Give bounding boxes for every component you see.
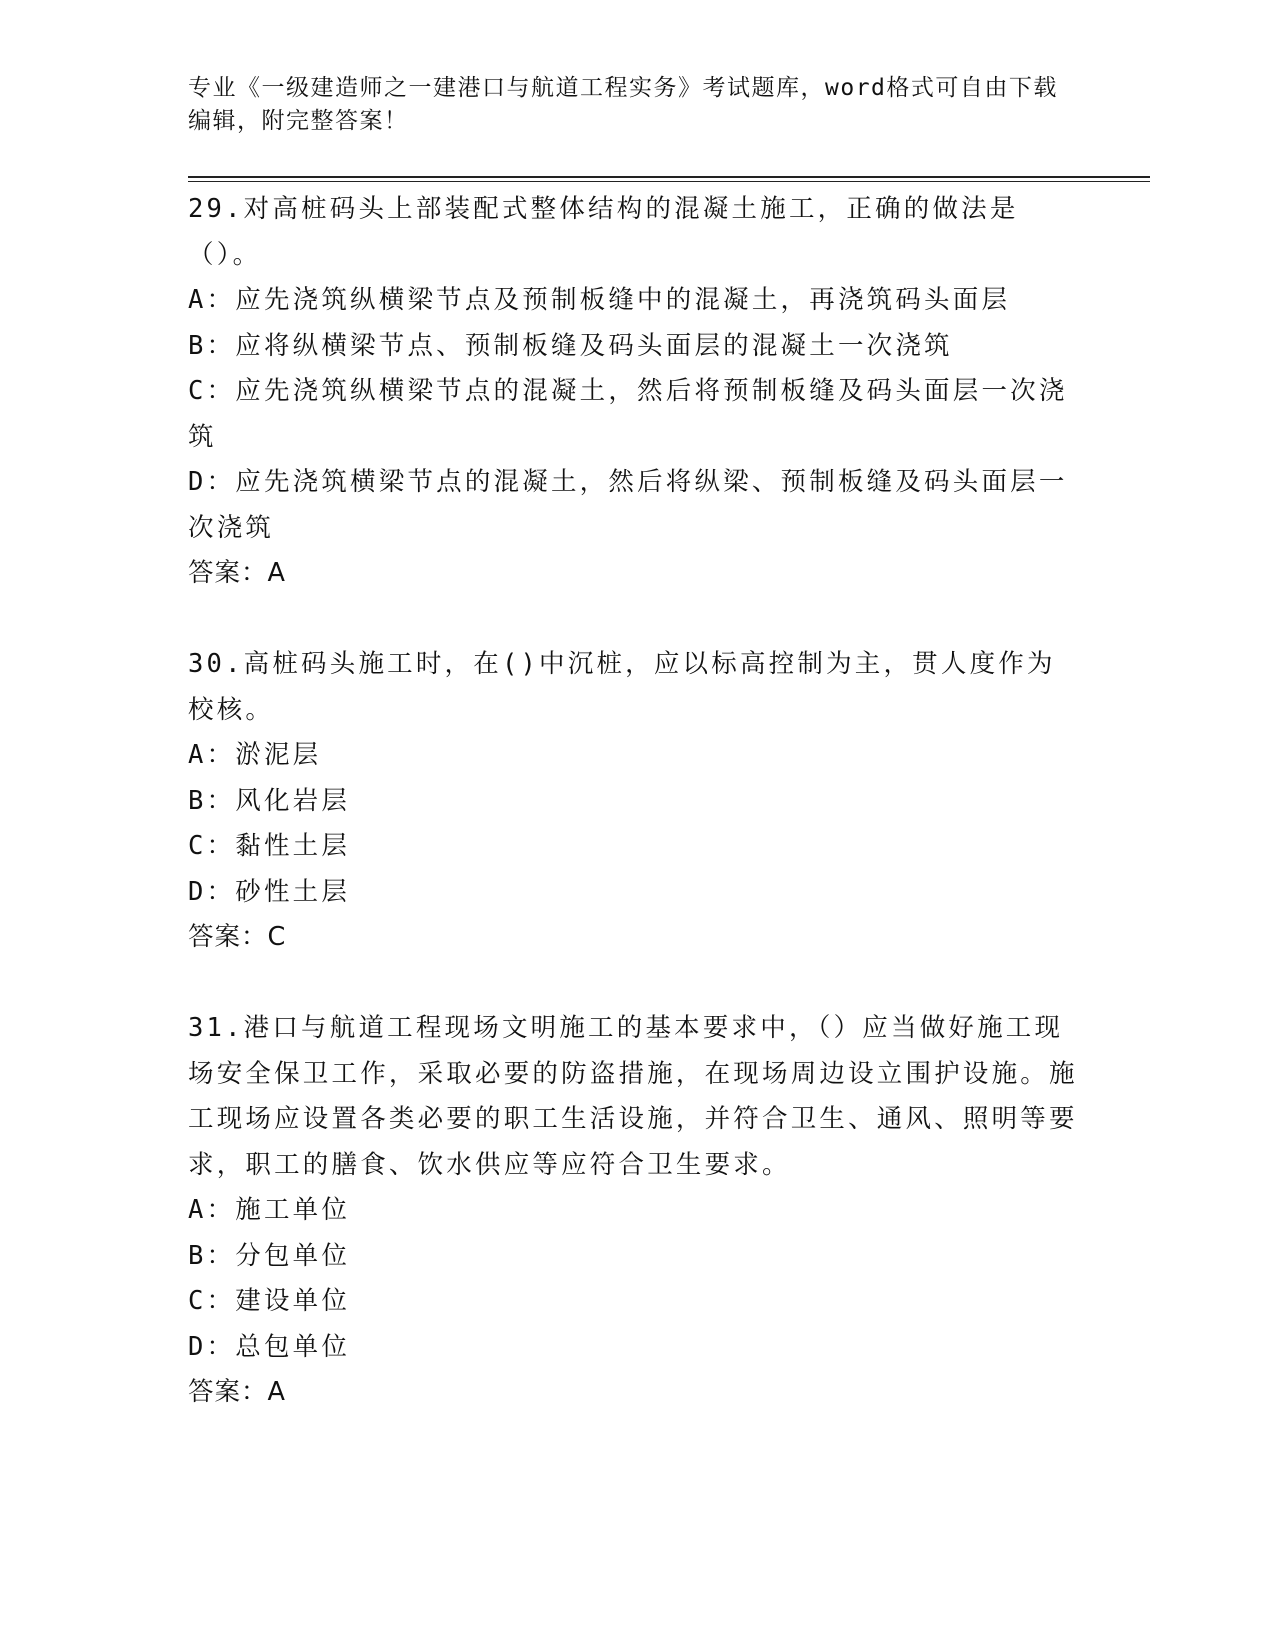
option-a: A：淤泥层 — [188, 740, 322, 770]
option-c: C：建设单位 — [188, 1286, 351, 1316]
answer-line: 答案：A — [188, 1377, 286, 1407]
option-d: D：应先浇筑横梁节点的混凝土，然后将纵梁、预制板缝及码头面层一次浇筑 — [188, 467, 1068, 543]
question-30 — [188, 642, 1078, 961]
option-c: C：应先浇筑纵横梁节点的混凝土，然后将预制板缝及码头面层一次浇筑 — [188, 376, 1068, 452]
question-31 — [188, 1006, 1078, 1416]
option-b: B：分包单位 — [188, 1240, 351, 1271]
header-divider-thick — [188, 176, 1150, 178]
question-29 — [188, 187, 1078, 597]
option-a: A：施工单位 — [188, 1195, 351, 1225]
option-b: B：风化岩层 — [188, 785, 351, 816]
option-c: C：黏性土层 — [188, 831, 351, 861]
question-stem: 30.高桩码头施工时，在()中沉桩，应以标高控制为主，贯人度作为校核。 — [188, 649, 1056, 725]
option-a: A：应先浇筑纵横梁节点及预制板缝中的混凝土，再浇筑码头面层 — [188, 285, 1011, 315]
option-d: D：总包单位 — [188, 1331, 351, 1362]
question-stem: 31.港口与航道工程现场文明施工的基本要求中，（）应当做好施工现场安全保卫工作，采取必要的防盗措施，在现场周边设立围护设施。施工现场应设置各类必要的职工生活设施，并符合卫生、通风、照明等要求，职工的膳食、饮水供应等应符合卫生要求。 — [188, 1013, 1078, 1180]
answer-line: 答案：C — [188, 922, 287, 952]
header-divider-thin — [188, 181, 1150, 182]
question-stem: 29.对高桩码头上部装配式整体结构的混凝土施工，正确的做法是（）。 — [188, 194, 1019, 270]
option-d: D：砂性土层 — [188, 876, 351, 907]
page-header: 专业《一级建造师之一建港口与航道工程实务》考试题库，word格式可自由下载编辑，附完整答案！ — [188, 75, 1058, 134]
option-b: B：应将纵横梁节点、预制板缝及码头面层的混凝土一次浇筑 — [188, 330, 953, 361]
answer-line: 答案：A — [188, 558, 286, 588]
